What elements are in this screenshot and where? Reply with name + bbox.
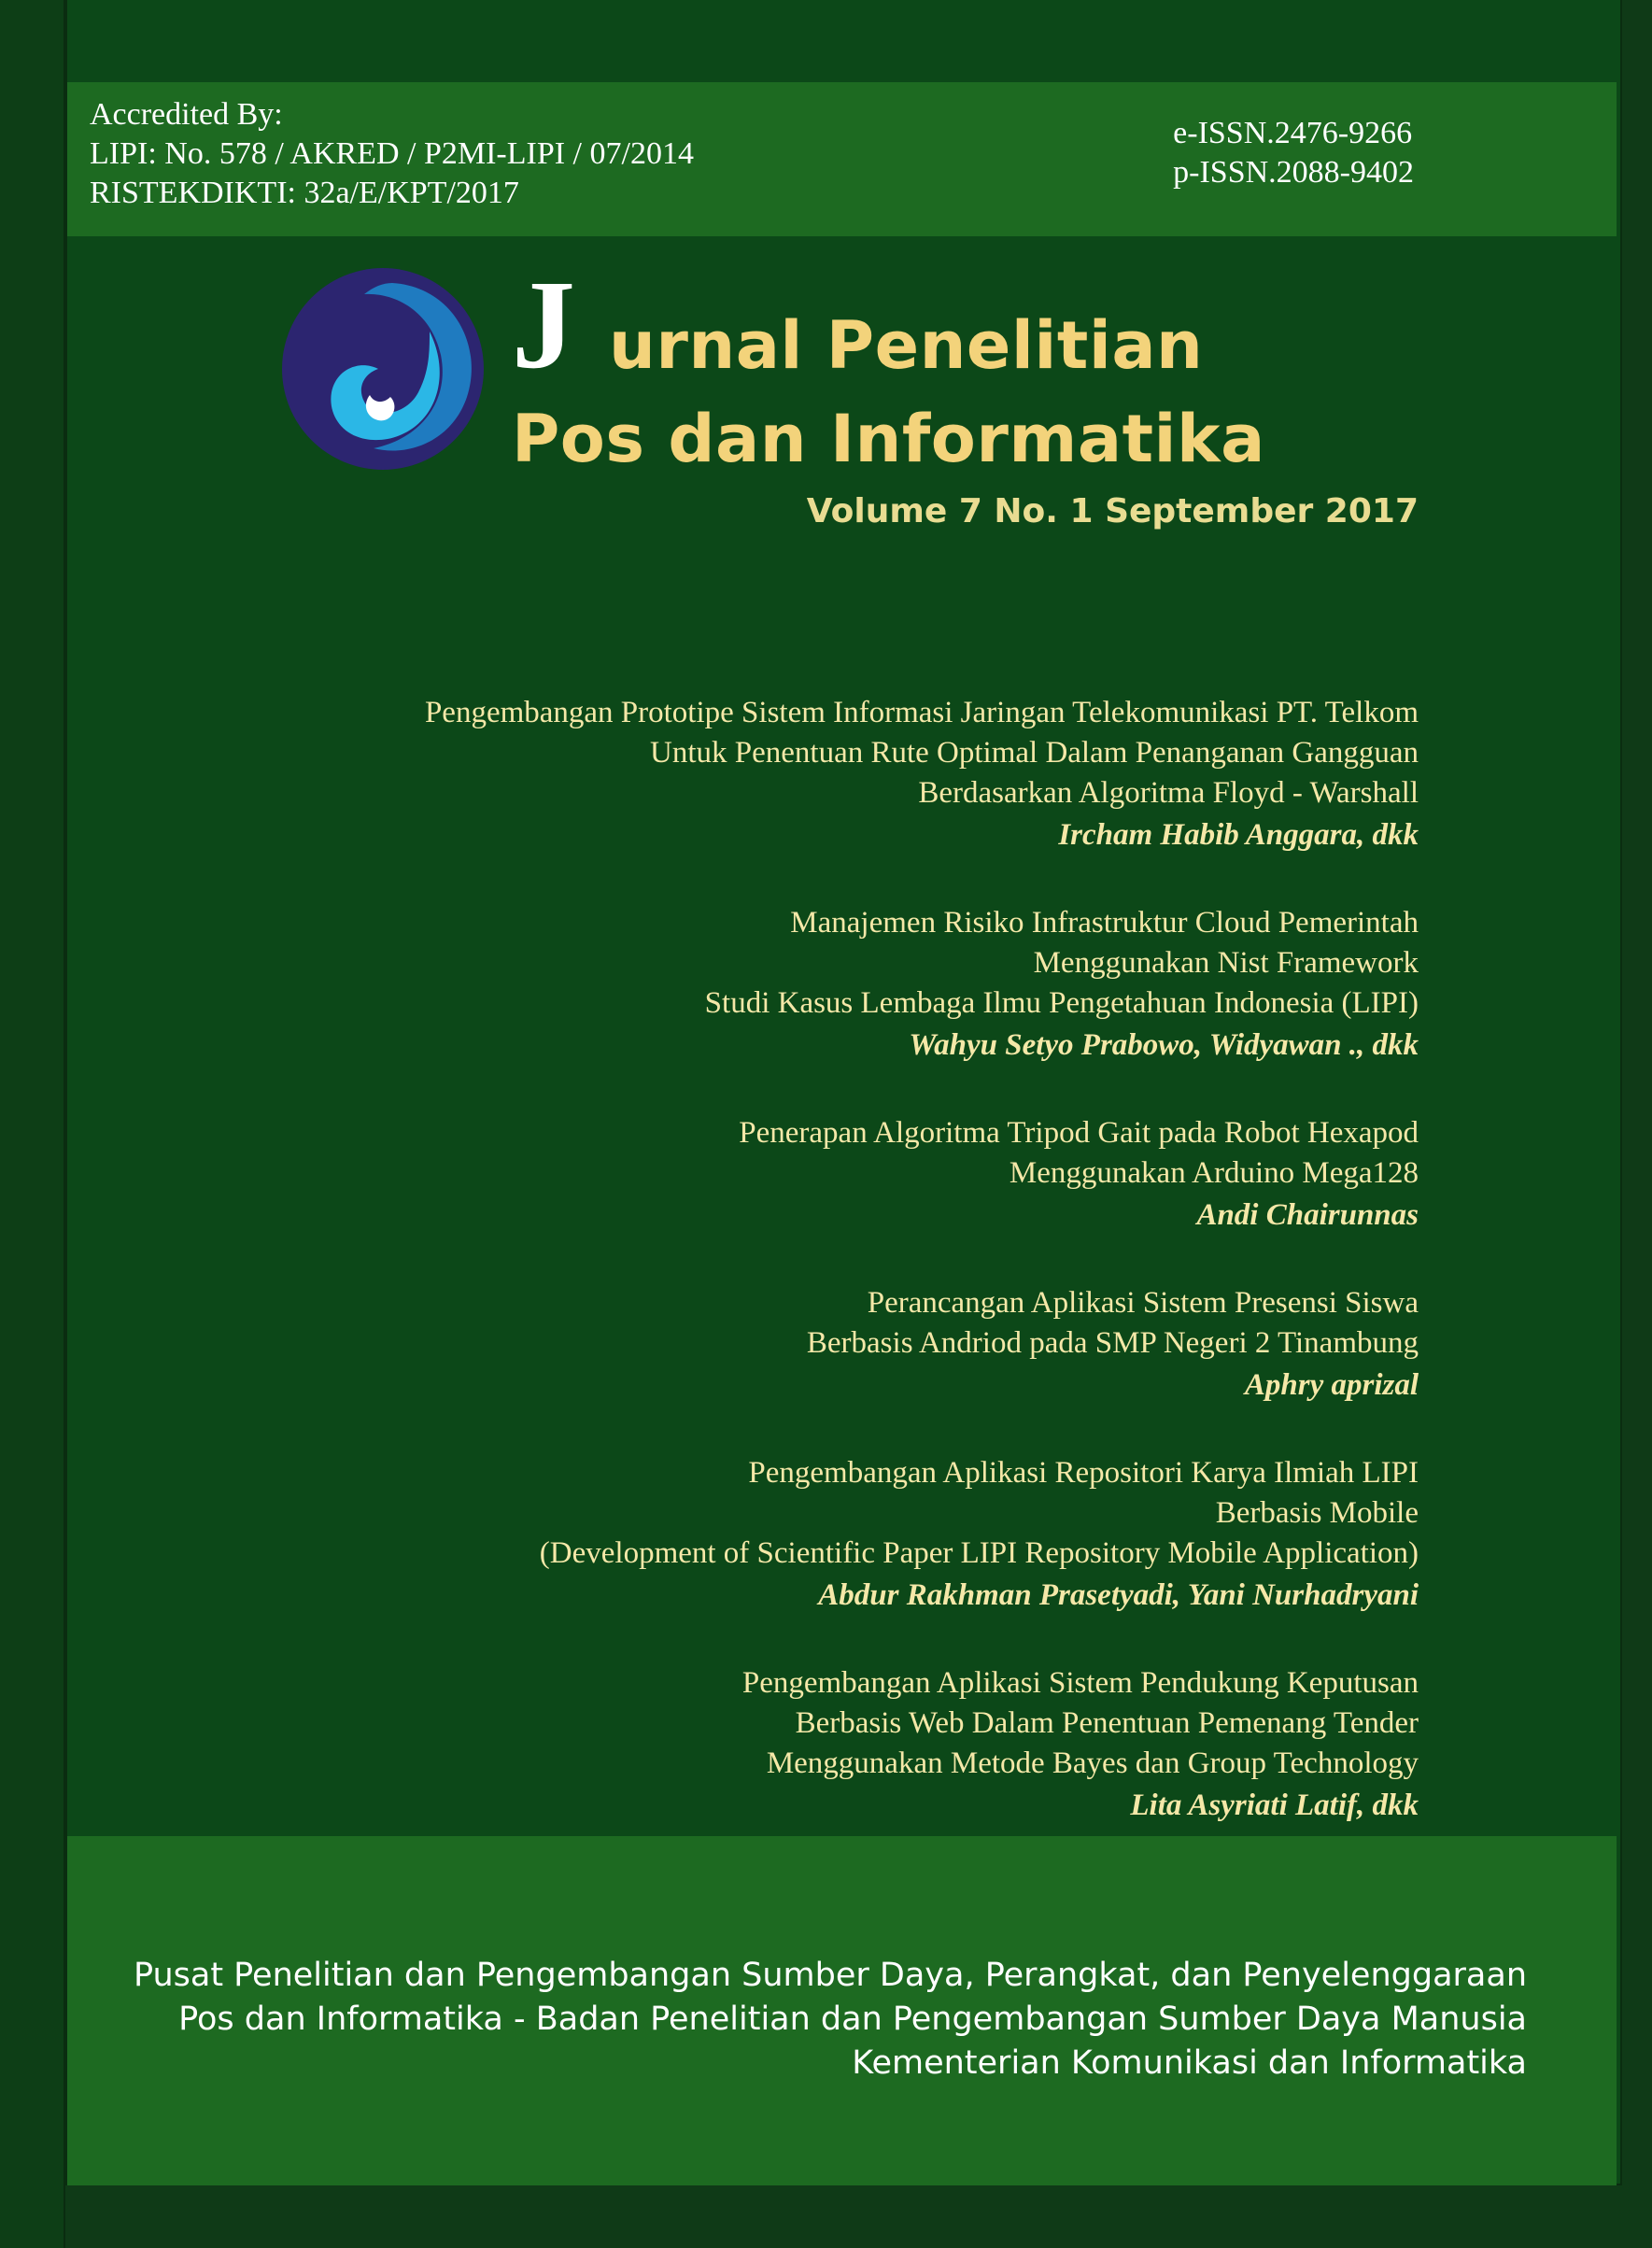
article-title-line: Untuk Penentuan Rute Optimal Dalam Penanganan Gangguan bbox=[650, 736, 1419, 770]
article-item bbox=[205, 1663, 1419, 1827]
article-authors: Aphry aprizal bbox=[1244, 1368, 1419, 1402]
article-title-line: Penerapan Algoritma Tripod Gait pada Robot Hexapod bbox=[739, 1116, 1419, 1150]
article-title-line: Pengembangan Aplikasi Repositori Karya Ilmiah LIPI bbox=[748, 1456, 1419, 1490]
article-title-line: Berbasis Andriod pada SMP Negeri 2 Tinambung bbox=[806, 1326, 1419, 1360]
article-title-line: Menggunakan Arduino Mega128 bbox=[1009, 1156, 1419, 1190]
article-authors: Andi Chairunnas bbox=[1196, 1198, 1419, 1232]
accreditation-ristekdikti: RISTEKDIKTI: 32a/E/KPT/2017 bbox=[90, 176, 519, 210]
article-title-line: Menggunakan Metode Bayes dan Group Technology bbox=[766, 1746, 1419, 1780]
accreditation-block bbox=[90, 95, 694, 213]
article-title-line: Pengembangan Aplikasi Sistem Pendukung Keputusan bbox=[741, 1666, 1419, 1700]
volume-label: Volume 7 No. 1 September 2017 bbox=[806, 492, 1419, 530]
article-title-line: Menggunakan Nist Framework bbox=[1033, 946, 1419, 980]
article-item bbox=[205, 1283, 1419, 1407]
article-item bbox=[205, 1453, 1419, 1617]
publisher-block bbox=[33, 1954, 1527, 2085]
title-initial: J bbox=[512, 255, 575, 395]
p-issn: p-ISSN.2088-9402 bbox=[1173, 155, 1414, 190]
article-title-line: Pengembangan Prototipe Sistem Informasi Jaringan Telekomunikasi PT. Telkom bbox=[424, 696, 1419, 729]
article-title-line: Manajemen Risiko Infrastruktur Cloud Pemerintah bbox=[790, 906, 1419, 940]
kominfo-logo-icon bbox=[280, 266, 486, 472]
journal-title-line1: urnal Penelitian bbox=[609, 307, 1204, 384]
journal-title-line2: Pos dan Informatika bbox=[512, 401, 1265, 477]
publisher-line: Kementerian Komunikasi dan Informatika bbox=[852, 2044, 1527, 2082]
article-title-line: Berbasis Web Dalam Penentuan Pemenang Tender bbox=[795, 1706, 1419, 1740]
article-list bbox=[205, 693, 1419, 1873]
spine bbox=[0, 0, 65, 2248]
article-authors: Ircham Habib Anggara, dkk bbox=[1058, 818, 1419, 852]
article-authors: Lita Asyriati Latif, dkk bbox=[1130, 1789, 1419, 1822]
article-item bbox=[205, 693, 1419, 856]
accreditation-lipi: LIPI: No. 578 / AKRED / P2MI-LIPI / 07/2014 bbox=[90, 136, 694, 171]
article-item bbox=[205, 1113, 1419, 1237]
article-authors: Abdur Rakhman Prasetyadi, Yani Nurhadryani bbox=[818, 1578, 1419, 1612]
issn-block bbox=[1173, 114, 1414, 192]
article-title-line: Studi Kasus Lembaga Ilmu Pengetahuan Indonesia (LIPI) bbox=[704, 986, 1419, 1020]
article-authors: Wahyu Setyo Prabowo, Widyawan ., dkk bbox=[909, 1028, 1419, 1062]
article-title-line: Berbasis Mobile bbox=[1215, 1496, 1419, 1530]
publisher-line: Pos dan Informatika - Badan Penelitian dan Pengembangan Sumber Daya Manusia bbox=[178, 2001, 1527, 2038]
article-title-line: Berdasarkan Algoritma Floyd - Warshall bbox=[918, 776, 1419, 810]
article-item bbox=[205, 903, 1419, 1067]
article-title-line: Perancangan Aplikasi Sistem Presensi Siswa bbox=[867, 1286, 1419, 1320]
accreditation-heading: Accredited By: bbox=[90, 97, 283, 132]
publisher-line: Pusat Penelitian dan Pengembangan Sumber Daya, Perangkat, dan Penyelenggaraan bbox=[133, 1957, 1527, 1994]
article-title-line: (Development of Scientific Paper LIPI Repository Mobile Application) bbox=[539, 1536, 1419, 1570]
e-issn: e-ISSN.2476-9266 bbox=[1173, 116, 1413, 150]
